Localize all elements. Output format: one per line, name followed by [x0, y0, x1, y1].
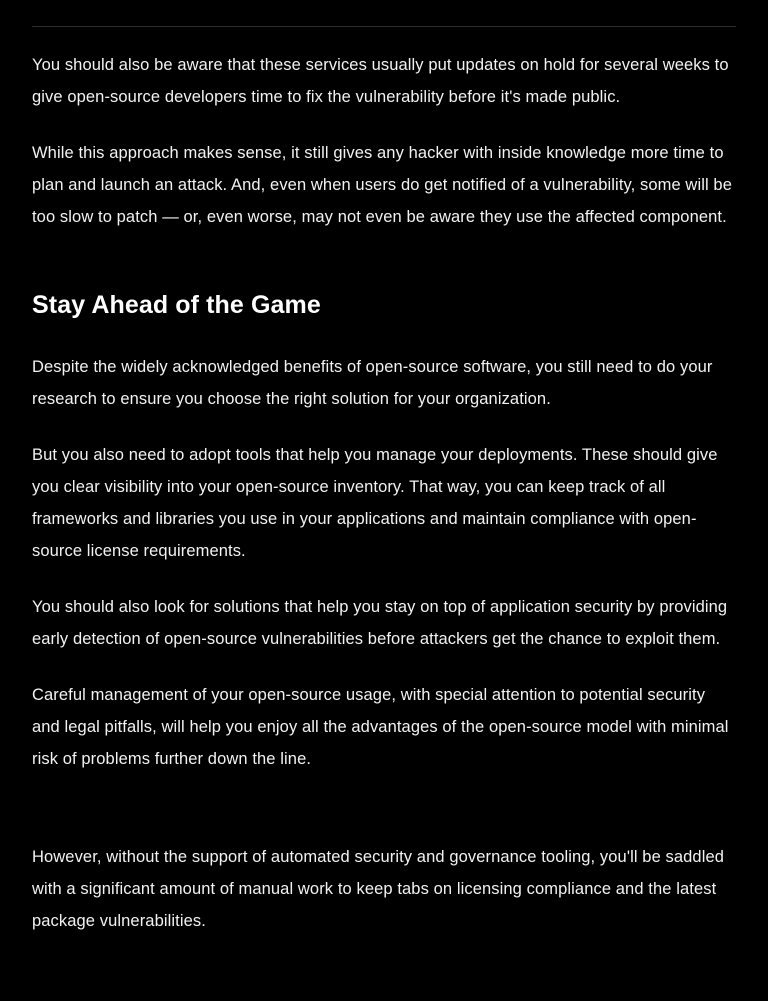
paragraph: You should also be aware that these services usually put updates on hold for several weeks to give open-source developers time to fix the vulnerability before it's made public. — [32, 56, 729, 106]
paragraph: While this approach makes sense, it still gives any hacker with inside knowledge more time to plan and launch an attack. And, even when users do get notified of a vulnerability, some will be too slow to patch — or, even worse, may not even be aware they use the affected component. — [32, 144, 732, 226]
bottom-spacer — [32, 961, 736, 1001]
paragraph: Careful management of your open-source usage, with special attention to potential security and legal pitfalls, will help you enjoy all the advantages of the open-source model with minimal risk of problems further down the line. — [32, 686, 729, 768]
paragraph: But you also need to adopt tools that help you manage your deployments. These should give you clear visibility into your open-source inventory. That way, you can keep track of all frameworks and libraries you use in your applications and maintain compliance with open-source license requirements. — [32, 446, 718, 560]
section-divider — [32, 26, 736, 27]
paragraph: Despite the widely acknowledged benefits of open-source software, you still need to do your research to ensure you choose the right solution for your organization. — [32, 358, 713, 408]
section-heading: Stay Ahead of the Game — [32, 291, 321, 319]
paragraph-spacer — [32, 807, 736, 841]
paragraph: You should also look for solutions that help you stay on top of application security by providing early detection of open-source vulnerabilities before attackers get the chance to exploit them. — [32, 598, 728, 648]
paragraph: However, without the support of automated security and governance tooling, you'll be saddled with a significant amount of manual work to keep tabs on licensing compliance and the latest package vulnerabilities. — [32, 848, 725, 930]
